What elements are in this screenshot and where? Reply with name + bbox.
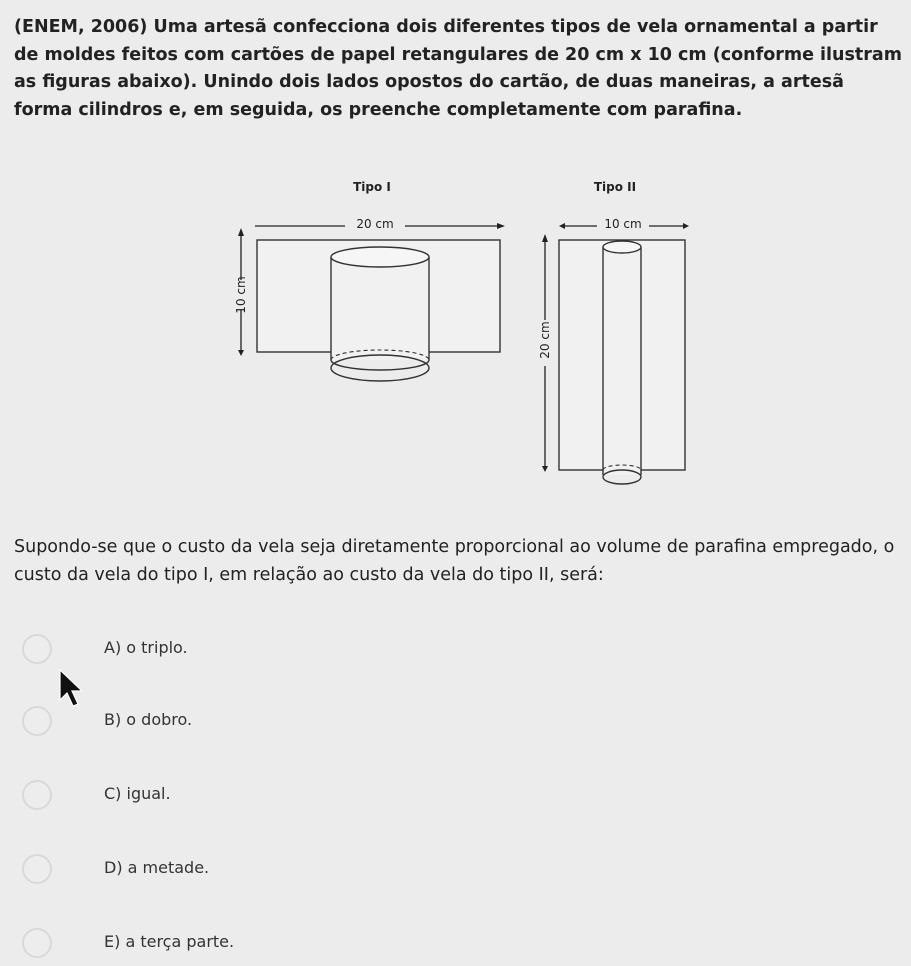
radio-b[interactable] bbox=[22, 706, 52, 736]
type2-width-label: 10 cm bbox=[604, 217, 642, 231]
type1-cylinder bbox=[331, 247, 429, 381]
type2-cylinder bbox=[603, 241, 641, 484]
type2-height-label: 20 cm bbox=[538, 321, 552, 359]
option-c[interactable] bbox=[0, 774, 911, 818]
type1-height-label: 10 cm bbox=[234, 276, 248, 314]
question-text: (ENEM, 2006) Uma artesã confecciona dois diferentes tipos de vela ornamental a partir de moldes feitos com cartões de papel retangulares de 20 cm x 10 cm (conforme ilustram as figuras abaixo). Unindo dois lados opostos do cartão, de duas maneiras, a artesã forma cilindros e, em seguida, os preenche completamente com parafina. bbox=[14, 17, 902, 120]
option-b-label: B) o dobro. bbox=[104, 710, 193, 729]
candle-figures bbox=[225, 170, 705, 500]
option-e[interactable] bbox=[0, 922, 911, 966]
option-d[interactable] bbox=[0, 848, 911, 892]
radio-a[interactable] bbox=[22, 634, 52, 664]
mouse-cursor-icon bbox=[58, 668, 84, 708]
followup-text: Supondo-se que o custo da vela seja diretamente proporcional ao volume de parafina empregado, o custo da vela do tipo I, em relação ao custo da vela do tipo II, será: bbox=[14, 537, 895, 585]
option-a-label: A) o triplo. bbox=[104, 638, 188, 657]
type2-title: Tipo II bbox=[593, 180, 637, 194]
option-d-label: D) a metade. bbox=[104, 858, 210, 877]
radio-c[interactable] bbox=[22, 780, 52, 810]
option-b[interactable] bbox=[0, 700, 911, 744]
figure-svg bbox=[225, 170, 705, 500]
type1-title: Tipo I bbox=[353, 180, 391, 194]
option-e-label: E) a terça parte. bbox=[104, 932, 235, 951]
option-c-label: C) igual. bbox=[104, 784, 171, 803]
radio-e[interactable] bbox=[22, 928, 52, 958]
option-a[interactable] bbox=[0, 628, 911, 672]
radio-d[interactable] bbox=[22, 854, 52, 884]
type1-width-label: 20 cm bbox=[356, 217, 394, 231]
